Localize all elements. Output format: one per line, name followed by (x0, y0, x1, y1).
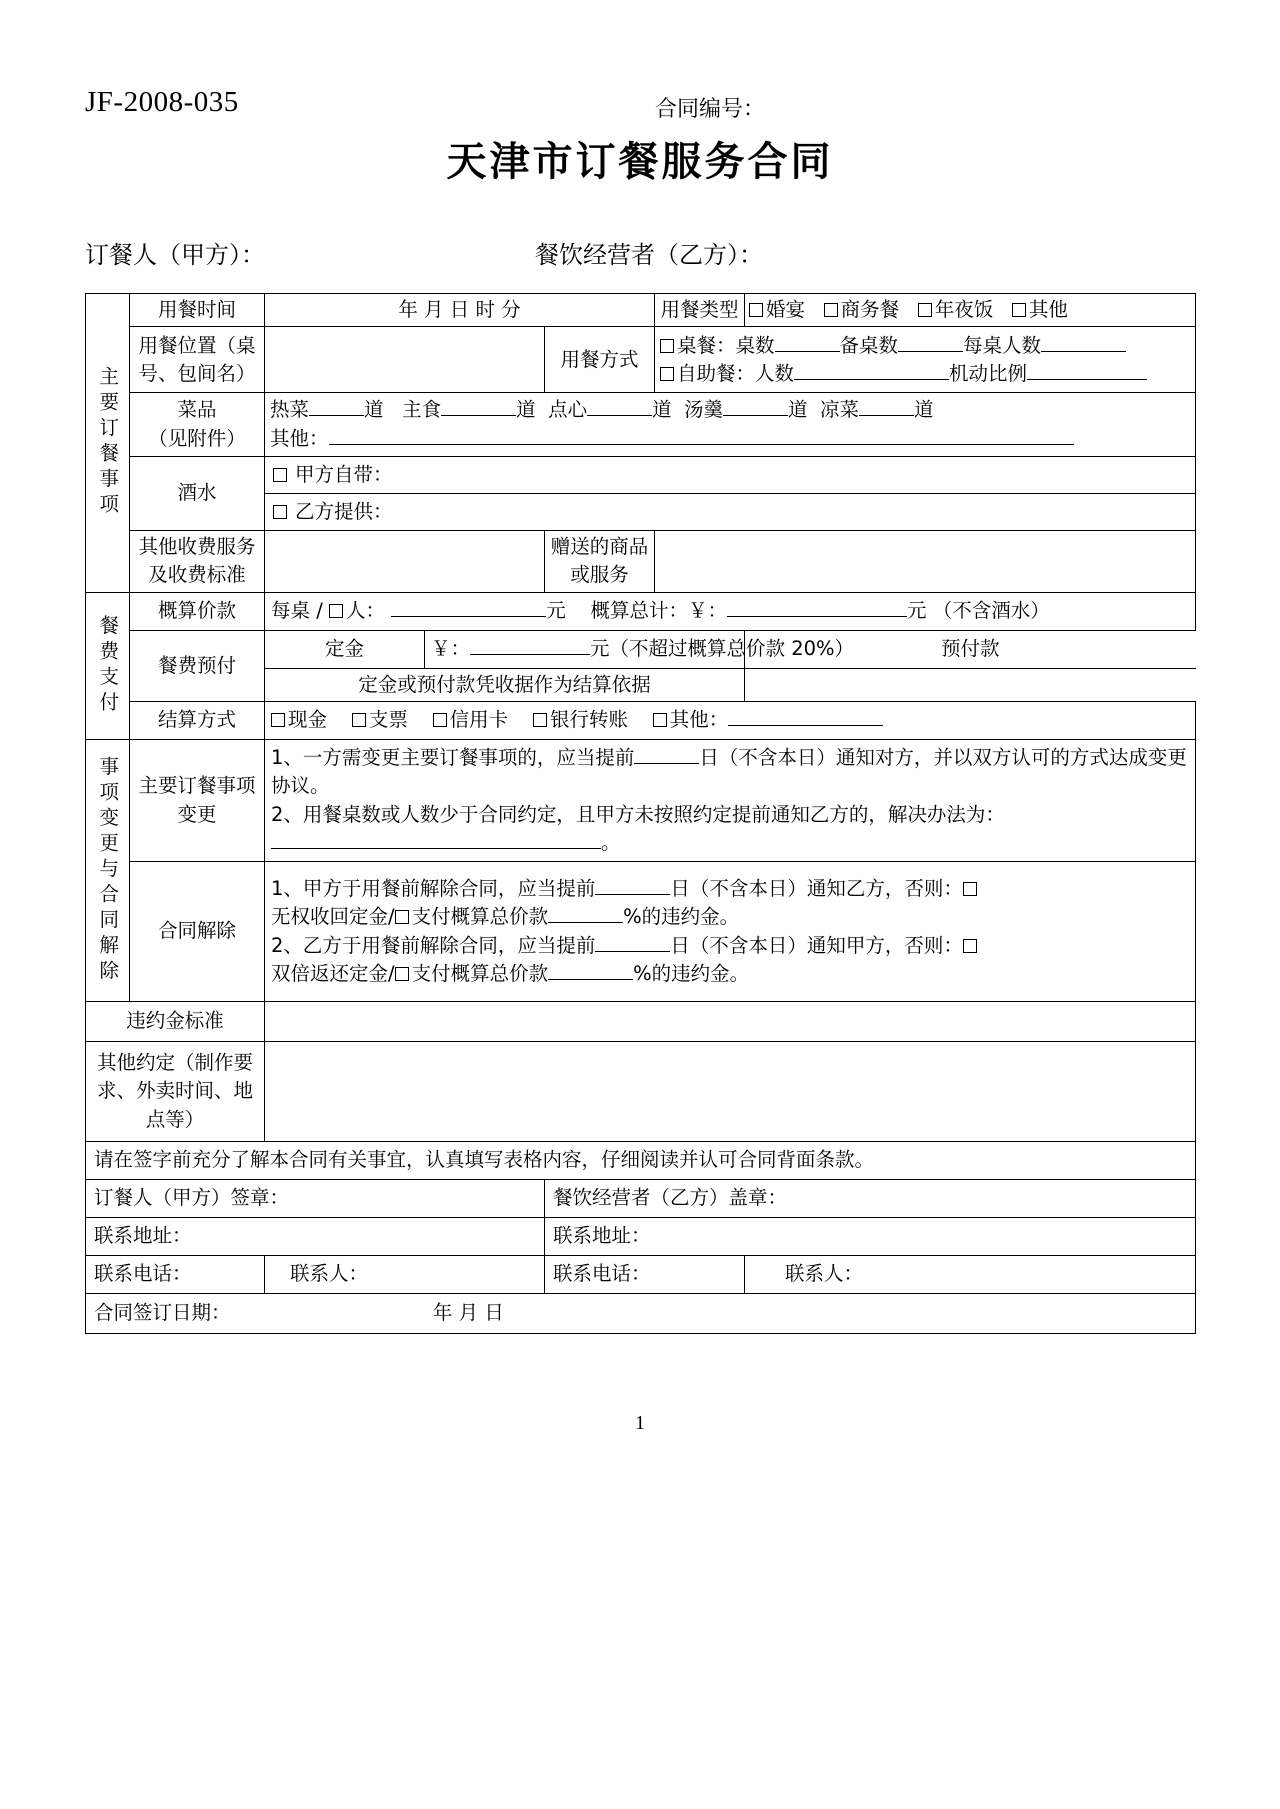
change-clause-1 (271, 744, 1189, 801)
staple-count-input[interactable] (441, 415, 516, 416)
dishes-unit-0: 道 (364, 398, 384, 422)
meal-type-option-1: 商务餐 (840, 298, 900, 321)
meal-location-input[interactable] (265, 327, 545, 393)
terminate-a-days-input[interactable] (595, 894, 670, 895)
estimate-total-label: 概算总计：￥： (590, 599, 728, 623)
dishes-other-label: 其他： (270, 426, 329, 450)
terminate-clause-2d: 支付概算总价款 (411, 961, 549, 985)
section-main-order-label: 主要订餐事项 (96, 366, 120, 520)
checkbox-other-type[interactable] (1012, 303, 1026, 317)
main-change-label (130, 740, 265, 862)
dishes-unit-2: 道 (652, 398, 672, 422)
signing-date-ymd: 年 月 日 (432, 1301, 504, 1325)
estimate-total-input[interactable] (727, 616, 907, 617)
meal-method-options[interactable] (655, 327, 1196, 393)
settle-option-4: 其他： (669, 708, 729, 732)
terminate-a-percent-input[interactable] (548, 922, 623, 923)
checkbox-cash[interactable] (271, 713, 285, 727)
checkbox-table-meal[interactable] (660, 339, 674, 353)
spare-table-count-input[interactable] (898, 351, 963, 352)
per-unit-price-input[interactable] (391, 616, 546, 617)
checkbox-terminate-b-pay[interactable] (395, 967, 409, 981)
meal-type-option-2: 年夜饭 (934, 298, 994, 321)
terminate-clause-1-cont (271, 903, 1189, 931)
dishes-label-sub: （见附件） (148, 426, 246, 450)
drinks-label: 酒水 (130, 456, 265, 530)
change-clause-2a: 2、用餐桌数或人数少于合同约定，且甲方未按照约定提前通知乙方的，解决办法为： (271, 802, 1005, 826)
meal-time-value[interactable]: 年 月 日 时 分 (265, 294, 655, 327)
dishes-label-main: 菜品 (177, 398, 217, 422)
soup-count-input[interactable] (723, 415, 788, 416)
terminate-clause-1c: 无权收回定金/ (271, 905, 395, 929)
checkbox-new-year-eve-dinner[interactable] (918, 303, 932, 317)
dessert-count-input[interactable] (587, 415, 652, 416)
document-code: JF-2008-035 (85, 86, 239, 118)
change-clause-1b: 日（不含本日）通知对方，并以双方认可的方式达成变更协议。 (271, 746, 1187, 798)
main-change-label-1: 主要订餐事项变更 (138, 774, 256, 826)
phone-party-b[interactable]: 联系电话： (545, 1256, 745, 1294)
table-row (86, 1256, 1196, 1294)
meal-type-option-3: 其他 (1028, 298, 1068, 321)
table-row (86, 1142, 1196, 1180)
change-clause-2: 2、用餐桌数或人数少于合同约定，且甲方未按照约定提前通知乙方的，解决办法为：。 (271, 802, 1005, 854)
dishes-label (130, 393, 265, 457)
signature-party-b[interactable]: 餐饮经营者（乙方）盖章： (545, 1180, 1196, 1218)
table-row (86, 456, 1196, 493)
dishes-inputs[interactable] (265, 393, 1196, 457)
buffet-headcount-input[interactable] (794, 379, 949, 380)
dishes-other-input[interactable] (329, 444, 1074, 445)
signing-date-row[interactable] (86, 1294, 1196, 1334)
table-row (86, 592, 1196, 630)
table-row (86, 294, 1196, 327)
table-row (86, 1042, 1196, 1142)
contact-party-b[interactable]: 联系人： (745, 1256, 1196, 1294)
address-party-a[interactable]: 联系地址： (86, 1218, 545, 1256)
prepay-label: 餐费预付 (130, 630, 265, 701)
dishes-unit-1: 道 (516, 398, 536, 422)
checkbox-business-meal[interactable] (824, 303, 838, 317)
terminate-clause-1b: 日（不含本日）通知乙方，否则： (670, 877, 963, 901)
change-notice-days-input[interactable] (634, 763, 699, 764)
meal-method-seats-label: 每桌人数 (963, 333, 1042, 357)
deposit-amount-cell[interactable] (425, 630, 855, 668)
dishes-soup-label: 汤羹 (684, 398, 724, 422)
meal-type-options[interactable] (745, 294, 1196, 327)
terminate-clause-2e: %的违约金。 (633, 961, 750, 985)
checkbox-drinks-party-b[interactable] (273, 505, 287, 519)
meal-method-spare-label: 备桌数 (839, 333, 899, 357)
contract-number-label: 合同编号： (655, 97, 766, 122)
table-row (86, 1180, 1196, 1218)
table-row (86, 740, 1196, 862)
estimate-per-person-label: 人： (345, 599, 385, 623)
settle-other-input[interactable] (728, 725, 883, 726)
terminate-clause-1d: 支付概算总价款 (411, 905, 549, 929)
seats-per-table-input[interactable] (1041, 351, 1126, 352)
prepay-amount-label: 预付款 (745, 630, 1196, 668)
dishes-staple-label: 主食 (402, 398, 442, 422)
terminate-clause-2a: 2、乙方于用餐前解除合同，应当提前 (271, 933, 596, 957)
deposit-note-label: 元（不超过概算总价款 20%） (590, 637, 855, 661)
dishes-unit-3: 道 (788, 398, 808, 422)
estimate-price-label: 概算价款 (130, 592, 265, 630)
table-row (86, 530, 1196, 592)
table-row (86, 702, 1196, 740)
party-b-label: 餐饮经营者（乙方）： (535, 241, 763, 269)
terminate-clause-1 (271, 875, 1189, 903)
signature-party-a[interactable]: 订餐人（甲方）签章： (86, 1180, 545, 1218)
drinks-party-a-label: 甲方自带： (295, 462, 393, 486)
section-payment-label: 餐费支付 (96, 614, 120, 717)
party-a-label: 订餐人（甲方）： (85, 241, 265, 269)
settle-option-2: 信用卡 (449, 708, 509, 732)
penalty-standard-label: 违约金标准 (86, 1002, 265, 1042)
change-clause-1a: 1、一方需变更主要订餐事项的，应当提前 (271, 746, 635, 770)
document-header (85, 0, 1195, 122)
pre-sign-notice: 请在签字前充分了解本合同有关事宜，认真填写表格内容，仔细阅读并认可合同背面条款。 (86, 1142, 1196, 1180)
meal-time-label: 用餐时间 (130, 294, 265, 327)
estimate-per-label: 每桌 / (271, 599, 323, 623)
other-fee-services-label: 其他收费服务及收费标准 (130, 530, 265, 592)
table-count-input[interactable] (775, 351, 840, 352)
deposit-amount-input[interactable] (470, 654, 590, 655)
section-main-order (86, 294, 130, 593)
terminate-clause-2b: 日（不含本日）通知甲方，否则： (670, 933, 963, 957)
estimate-price-inputs[interactable] (265, 592, 1196, 630)
dishes-hot-label: 热菜 (270, 398, 310, 422)
checkbox-settle-other[interactable] (653, 713, 667, 727)
address-party-b[interactable]: 联系地址： (545, 1218, 1196, 1256)
terminate-clause-2-cont (271, 960, 1189, 988)
checkbox-wedding-banquet[interactable] (749, 303, 763, 317)
table-row (86, 862, 1196, 1002)
estimate-total-yuan-label: 元 （不含酒水） (907, 599, 1050, 623)
meal-method-table-label: 桌餐：桌数 (677, 333, 775, 357)
settlement-method-label: 结算方式 (130, 702, 265, 740)
settle-option-3: 银行转账 (549, 708, 628, 732)
terminate-b-days-input[interactable] (595, 951, 670, 952)
section-payment (86, 592, 130, 739)
estimate-yuan-label: 元 (546, 599, 566, 623)
deposit-currency-label: ￥： (431, 637, 471, 661)
table-row (86, 630, 1196, 668)
deposit-label: 定金 (265, 630, 425, 668)
phone-party-a[interactable]: 联系电话： (86, 1256, 265, 1294)
change-solution-input[interactable] (271, 848, 601, 849)
meal-method-label: 用餐方式 (545, 327, 655, 393)
contract-form-table (85, 293, 1196, 1334)
settlement-method-options[interactable] (265, 702, 1196, 740)
table-row (86, 1002, 1196, 1042)
terminate-label: 合同解除 (130, 862, 265, 1002)
terminate-clause-1e: %的违约金。 (623, 905, 740, 929)
meal-method-buffet-label: 自助餐：人数 (677, 361, 795, 385)
cold-dish-count-input[interactable] (859, 415, 914, 416)
checkbox-terminate-b-double[interactable] (963, 939, 977, 953)
buffet-ratio-input[interactable] (1027, 379, 1147, 380)
signing-date-label: 合同签订日期： (94, 1301, 231, 1325)
checkbox-cheque[interactable] (352, 713, 366, 727)
terminate-clause-2 (271, 932, 1189, 960)
meal-type-option-0: 婚宴 (766, 298, 806, 321)
drinks-party-b-label: 乙方提供： (295, 499, 393, 523)
terminate-clause-2c: 双倍返还定金/ (271, 961, 395, 985)
section-change-terminate (86, 740, 130, 1002)
prepay-receipt-note: 定金或预付款凭收据作为结算依据 (265, 668, 745, 701)
settle-option-1: 支票 (368, 708, 408, 732)
checkbox-buffet[interactable] (660, 367, 674, 381)
page-title: 天津市订餐服务合同 (446, 139, 834, 185)
dishes-unit-4: 道 (913, 398, 934, 422)
parties-line (85, 235, 1195, 275)
gift-goods-input[interactable] (655, 530, 1196, 592)
meal-location-label: 用餐位置（桌号、包间名） (130, 327, 265, 393)
dishes-dessert-label: 点心 (548, 398, 588, 422)
page-number: 1 (635, 1412, 645, 1434)
main-change-text[interactable] (265, 740, 1196, 862)
drinks-provided-by-b[interactable] (265, 493, 1196, 530)
checkbox-bank-transfer[interactable] (533, 713, 547, 727)
checkbox-terminate-a-forfeit[interactable] (963, 882, 977, 896)
table-row (86, 393, 1196, 457)
terminate-text[interactable] (265, 862, 1196, 1002)
other-agreement-label: 其他约定（制作要求、外卖时间、地点等） (86, 1042, 265, 1142)
other-agreement-input[interactable] (265, 1042, 1196, 1142)
checkbox-per-person[interactable] (329, 604, 343, 618)
meal-method-ratio-label: 机动比例 (949, 361, 1028, 385)
meal-type-label: 用餐类型 (655, 294, 745, 327)
gift-goods-label: 赠送的商品或服务 (545, 530, 655, 592)
checkbox-drinks-party-a[interactable] (273, 468, 287, 482)
dishes-cold-label: 凉菜 (819, 398, 859, 422)
section-change-terminate-label: 事项变更与合同解除 (96, 755, 120, 986)
hot-dish-count-input[interactable] (309, 415, 364, 416)
checkbox-credit-card[interactable] (433, 713, 447, 727)
contact-party-a[interactable]: 联系人： (265, 1256, 545, 1294)
settle-option-0: 现金 (288, 708, 328, 732)
terminate-b-percent-input[interactable] (548, 979, 633, 980)
checkbox-terminate-a-pay[interactable] (395, 910, 409, 924)
table-row (86, 327, 1196, 393)
table-row (86, 1294, 1196, 1334)
drinks-brought-by-a[interactable] (265, 456, 1196, 493)
other-fee-services-input[interactable] (265, 530, 545, 592)
table-row (86, 1218, 1196, 1256)
terminate-clause-1a: 1、甲方于用餐前解除合同，应当提前 (271, 877, 596, 901)
penalty-standard-input[interactable] (265, 1002, 1196, 1042)
